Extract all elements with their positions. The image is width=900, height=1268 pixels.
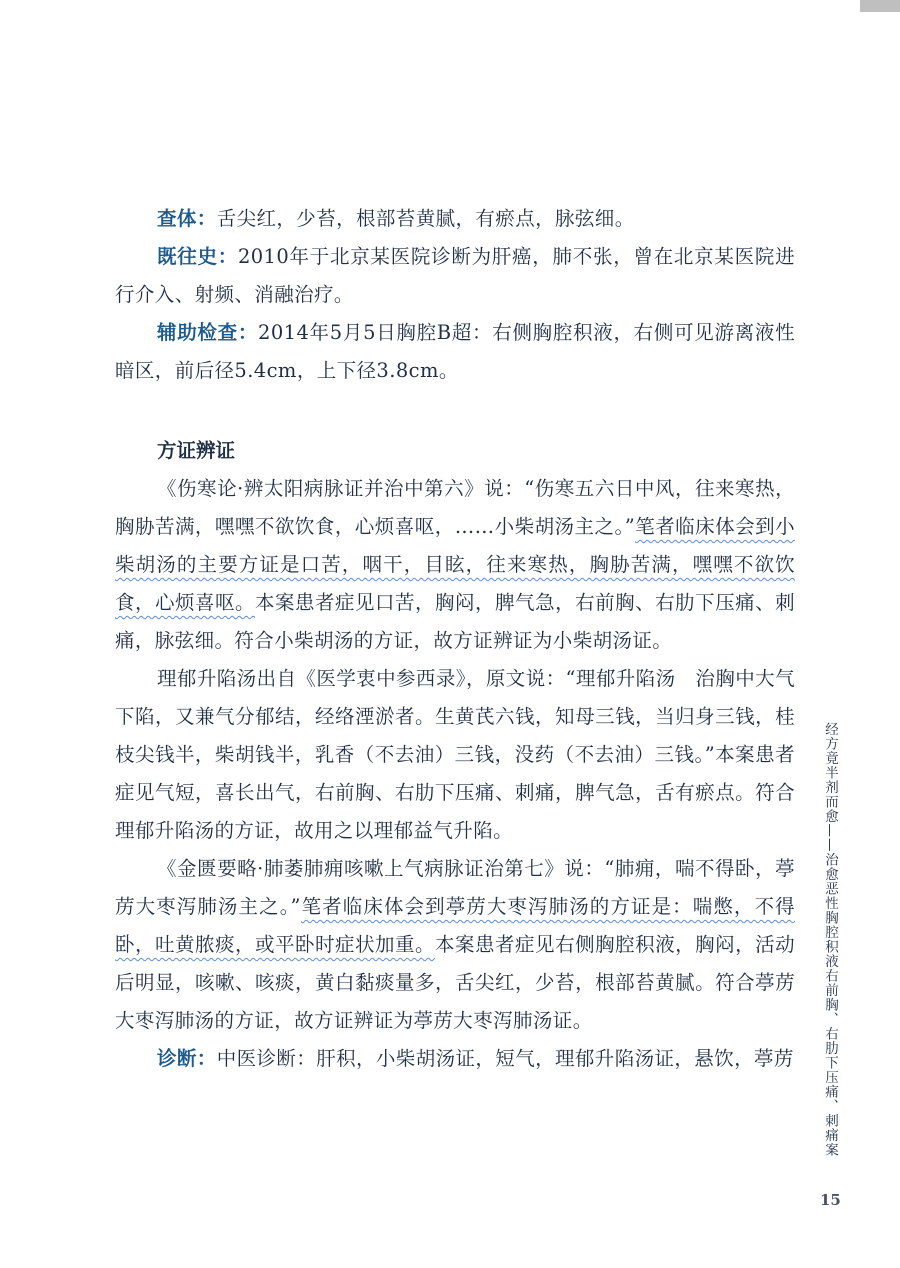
- quote-jingui: 《金匮要略·肺萎肺痈咳嗽上气病脉证治第七》说：“肺痈，喘不得卧，葶苈大枣泻肺汤主之。”: [115, 857, 795, 918]
- emphasis-tingli: 笔者临床体会到葶苈大枣泻肺汤的方证是：喘憋，不得卧，吐黄脓痰，或平卧时症状加重。: [115, 895, 795, 956]
- emphasis-xiaochaihu: 笔者临床体会到小柴胡汤的主要方证是口苦，咽干，目眩，往来寒热，胸胁苦满，嘿嘿不欲饮食，心烦喜呕。: [115, 515, 795, 614]
- case-xiaochaihu: 本案患者症见口苦，胸闷，脾气急，右前胸、右肋下压痛、刺痛，脉弦细。符合小柴胡汤的方证，故方证辨证为小柴胡汤证。: [115, 591, 795, 652]
- section-gap: [115, 390, 795, 418]
- diagnosis-text: 中医诊断：肝积，小柴胡汤证，短气，理郁升陷汤证，悬饮，葶苈: [216, 1047, 794, 1070]
- quote-shanghanlun: 《伤寒论·辨太阳病脉证并治中第六》说：“伤寒五六日中风，往来寒热，胸胁苦满，嘿嘿不欲饮食，心烦喜呕，……小柴胡汤主之。”: [115, 477, 795, 538]
- history-text: 2010年于北京某医院诊断为肝癌，肺不张，曾在北京某医院进行介入、射频、消融治疗。: [115, 245, 795, 306]
- auxiliary-paragraph: [115, 314, 795, 390]
- exam-paragraph: [115, 200, 795, 238]
- text-liyu: 理郁升陷汤出自《医学衷中参西录》，原文说：“理郁升陷汤 治胸中大气下陷，又兼气分郁结，经络湮淤者。生黄芪六钱，知母三钱，当归身三钱，桂枝尖钱半，柴胡钱半，乳香（不去油）三钱，没药（不去油）三钱。”本案患者症见气短，喜长出气，右前胸、右肋下压痛、刺痛，脾气急，舌有瘀点。符合理郁升陷汤的方证，故用之以理郁益气升陷。: [115, 667, 795, 842]
- corner-mark: [860, 0, 900, 12]
- paragraph-tingli: [115, 850, 795, 1040]
- paragraph-xiaochaihu: [115, 470, 795, 660]
- exam-label: 查体：: [157, 207, 217, 230]
- page-number: 15: [820, 1191, 841, 1209]
- auxiliary-text: 2014年5月5日胸腔B超：右侧胸腔积液，右侧可见游离液性暗区，前后径5.4cm，上下径3.8cm。: [115, 321, 795, 382]
- page-body: [115, 200, 795, 1078]
- diagnosis-label: 诊断：: [157, 1047, 217, 1070]
- exam-text: 舌尖红，少苔，根部苔黄腻，有瘀点，脉弦细。: [216, 207, 635, 230]
- history-paragraph: [115, 238, 795, 314]
- paragraph-liyu: [115, 660, 795, 850]
- section-heading: 方证辨证: [157, 439, 236, 462]
- case-tingli: 本案患者症见右侧胸腔积液，胸闷，活动后明显，咳嗽、咳痰，黄白黏痰量多，舌尖红，少苔，根部苔黄腻。符合葶苈大枣泻肺汤的方证，故方证辨证为葶苈大枣泻肺汤证。: [115, 933, 795, 1032]
- diagnosis-paragraph: [115, 1040, 795, 1078]
- history-label: 既往史：: [157, 245, 238, 268]
- running-title: 经方竟半剂而愈——治愈恶性胸腔积液右前胸、右肋下压痛、刺痛案: [822, 722, 838, 1157]
- auxiliary-label: 辅助检查：: [157, 321, 259, 344]
